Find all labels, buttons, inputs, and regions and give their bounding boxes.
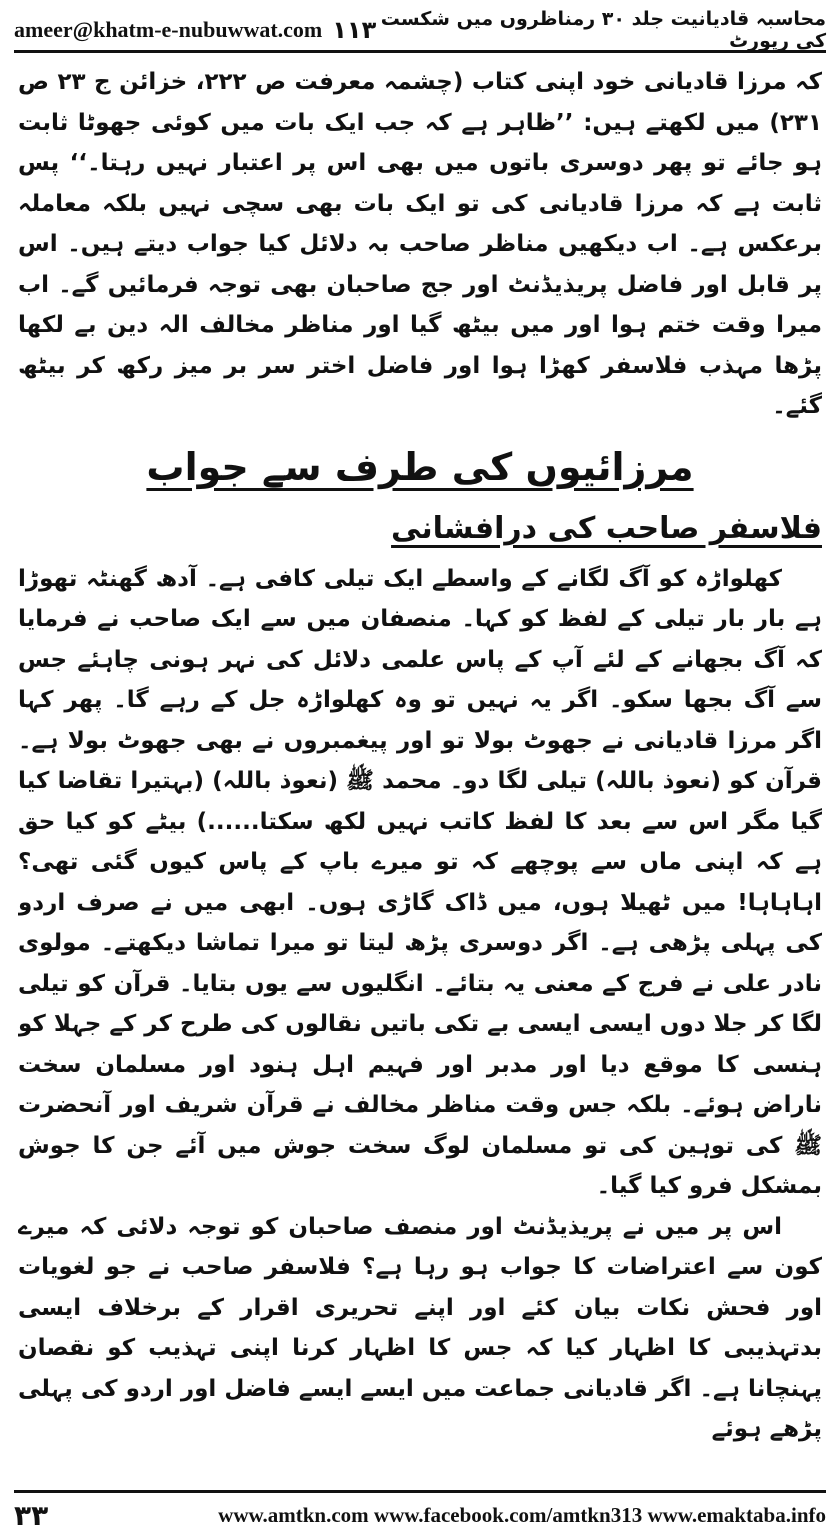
- header-email: ameer@khatm-e-nubuwwat.com: [14, 17, 323, 42]
- body-paragraph-2: اس پر میں نے پریذیڈنٹ اور منصف صاحبان کو توجہ دلائی کہ میرے کون سے اعتراضات کا جواب ہو رہا ہے؟ فلاسفر صاحب نے جو لغویات اور فحش نکات بیان کئے اور اپنے تحریری اقرار کے برخلاف ایسی بدتہذیبی کا اظہار کیا کہ جس کا اظہار کرنا اپنی تہذیب کو نقصان پہنچانا ہے۔ اگر قادیانی جماعت میں ایسے ایسے فاضل اور اردو کی پہلی پڑھے ہوئے: [18, 1213, 822, 1442]
- intro-paragraph: کہ مرزا قادیانی خود اپنی کتاب (چشمہ معرفت ص ۲۲۲، خزائن ج ۲۳ ص ۲۳۱) میں لکھتے ہیں: ’’ظاہر ہے کہ جب ایک بات میں کوئی جھوٹا ثابت ہو جائے تو پھر دوسری باتوں میں بھی اس پر اعتبار نہیں رہتا۔‘‘ پس ثابت ہے کہ مرزا قادیانی کی تو ایک بات بھی سچی نہیں بلکہ معاملہ برعکس ہے۔ اب دیکھیں مناظر صاحب بہ دلائل کیا جواب دیتے ہیں۔ اس پر قابل اور فاضل پریذیڈنٹ اور جج صاحبان بھی توجہ فرمائیں گے۔ اب میرا وقت ختم ہوا اور میں بیٹھ گیا اور مناظر مخالف الہ دین بے لکھا پڑھا مہذب فلاسفر کھڑا ہوا اور فاضل اختر سر بر میز رکھ کر بیٹھ گئے۔: [18, 69, 822, 419]
- footer-website-links[interactable]: www.amtkn.com www.facebook.com/amtkn313 www.emaktaba.info: [218, 1502, 826, 1527]
- page-content: [18, 62, 822, 1472]
- subsection-heading: فلاسفر صاحب کی درافشانی: [391, 510, 822, 546]
- body-paragraph-1: کھلواڑہ کو آگ لگانے کے واسطے ایک تیلی کافی ہے۔ آدھ گھنٹہ تھوڑا ہے بار بار تیلی کے لفظ کو کہا۔ منصفان میں سے ایک صاحب نے فرمایا کہ آگ بجھانے کے لئے آپ کے پاس علمی دلائل کی نہر ہونی چاہئے جس سے آگ بجھا سکو۔ اگر یہ نہیں تو وہ کھلواڑہ جل کے رہے گا۔ پھر کہا اگر مرزا قادیانی نے جھوٹ بولا تو اور پیغمبروں نے بھی جھوٹ بولا ہے۔ قرآن کو (نعوذ باللہ) تیلی لگا دو۔ محمد ﷺ (نعوذ باللہ) (بہتیرا تقاضا کیا گیا مگر اس سے بعد کا لفظ کاتب نہیں لکھ سکتا......) بیٹے کو کیا حق ہے کہ اپنی ماں سے پوچھے کہ تو میرے باپ کے پاس کیوں گئی تھی؟ اہاہاہا! میں ٹھیلا ہوں، میں ڈاک گاڑی ہوں۔ ابھی میں نے صرف اردو کی پہلی پڑھی ہے۔ اگر دوسری پڑھ لیتا تو میرا تماشا دیکھتے۔ مولوی نادر علی نے فرج کے معنی یہ بتائے۔ انگلیوں سے یوں بتایا۔ قرآن کو تیلی لگا کر جلا دوں ایسی ایسی بے تکی باتیں نقالوں کی طرح کر کے جہلا کو ہنسی کا موقع دیا اور مدبر اور فہیم اہل ہنود اور مسلمان سخت ناراض ہوئے۔ بلکہ جس وقت مناظر مخالف نے قرآن شریف اور آنحضرت ﷺ کی توہین کی تو مسلمان لوگ سخت جوش میں آئے جن کا جوش بمشکل فرو کیا گیا۔: [18, 565, 822, 1199]
- page-footer: [14, 1490, 826, 1537]
- page-header: [14, 10, 826, 53]
- footer-page-number: ۳۳: [14, 1498, 49, 1532]
- header-book-title: محاسبہ قادیانیت جلد ۳۰ رمناظروں میں شکست کی رپورٹ: [380, 8, 826, 52]
- header-page-number: ۱۱۳: [332, 16, 377, 44]
- section-heading: مرزائیوں کی طرف سے جواب: [146, 444, 694, 489]
